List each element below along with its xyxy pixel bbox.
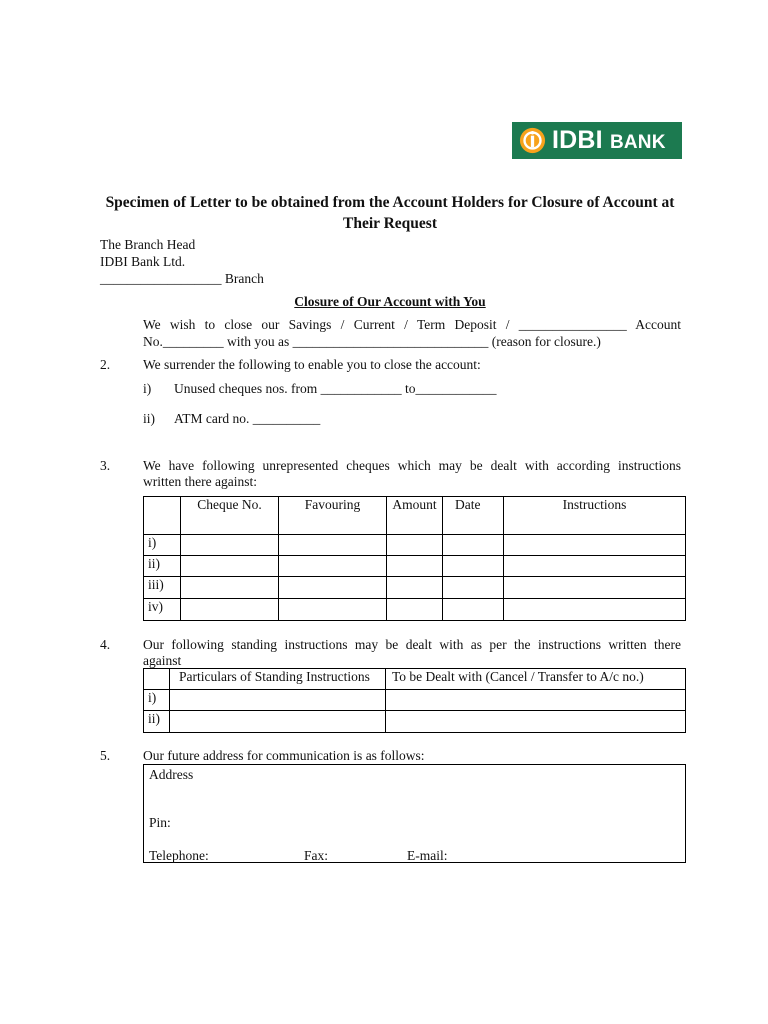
table-row	[144, 711, 686, 733]
item-3-text-line-1: We have following unrepresented cheques which may be dealt with according instructions	[143, 458, 681, 473]
item-4-text-line-2: against	[143, 653, 182, 668]
row-label: i)	[144, 690, 170, 711]
table-cell[interactable]	[181, 599, 279, 621]
table-header-cell: Favouring	[279, 497, 387, 535]
item-2-text: We surrender the following to enable you to close the account:	[143, 357, 481, 372]
document-title: Specimen of Letter to be obtained from the Account Holders for Closure of Account at Their Request	[105, 194, 675, 232]
table-cell[interactable]	[387, 577, 443, 599]
closure-request-line-2: No._________ with you as _____________________________ (reason for closure.)	[143, 334, 601, 349]
table-header-cell: Cheque No.	[181, 497, 279, 535]
table-header-cell: Amount	[387, 497, 443, 535]
table-cell[interactable]	[170, 711, 386, 733]
recipient-branch: __________________ Branch	[100, 271, 264, 286]
table-header-cell: Date	[443, 497, 504, 535]
table-cell[interactable]	[386, 690, 686, 711]
table-cell[interactable]	[443, 599, 504, 621]
unrepresented-cheques-table	[143, 496, 686, 621]
item-2-sub-2-number: ii)	[143, 411, 155, 426]
item-2-sub-2-text: ATM card no. __________	[174, 411, 321, 426]
item-5-text: Our future address for communication is as follows:	[143, 748, 425, 763]
table-cell[interactable]	[387, 535, 443, 556]
item-2-sub-1-number: i)	[143, 381, 152, 396]
table-row	[144, 690, 686, 711]
table-cell[interactable]	[279, 577, 387, 599]
table-cell[interactable]	[443, 535, 504, 556]
table-cell[interactable]	[386, 711, 686, 733]
standing-instructions-table	[143, 668, 686, 733]
item-3-text-line-2: written there against:	[143, 474, 257, 489]
table-row	[144, 577, 686, 599]
email-label: E-mail:	[407, 848, 448, 863]
item-3-number: 3.	[100, 458, 111, 473]
table-cell[interactable]	[504, 599, 686, 621]
table-cell[interactable]	[279, 599, 387, 621]
table-header-cell: To be Dealt with (Cancel / Transfer to A/c no.)	[386, 669, 686, 690]
item-2-sub-1-text: Unused cheques nos. from ____________ to____________	[174, 381, 497, 396]
table-header-cell	[144, 497, 181, 535]
recipient-title: The Branch Head	[100, 237, 196, 252]
closure-request-line-1: We wish to close our Savings / Current / Term Deposit / ________________ Account	[143, 317, 681, 332]
item-2-number: 2.	[100, 357, 111, 372]
table-cell[interactable]	[387, 556, 443, 577]
row-label: iii)	[144, 577, 181, 599]
logo-wordmark: IDBI BANK	[552, 126, 666, 154]
table-header-cell: Particulars of Standing Instructions	[170, 669, 386, 690]
table-cell[interactable]	[443, 577, 504, 599]
table-row	[144, 599, 686, 621]
item-5-number: 5.	[100, 748, 111, 763]
table-row	[144, 535, 686, 556]
idbi-emblem-icon	[518, 126, 547, 155]
table-cell[interactable]	[504, 535, 686, 556]
fax-label: Fax:	[304, 848, 329, 863]
future-address-box[interactable]	[143, 764, 686, 863]
table-cell[interactable]	[504, 577, 686, 599]
table-cell[interactable]	[279, 535, 387, 556]
idbi-bank-logo	[512, 122, 682, 159]
table-cell[interactable]	[443, 556, 504, 577]
row-label: ii)	[144, 556, 181, 577]
item-4-text-line-1: Our following standing instructions may be dealt with as per the instructions written there	[143, 637, 681, 652]
table-cell[interactable]	[504, 556, 686, 577]
telephone-label: Telephone:	[149, 848, 209, 863]
table-cell[interactable]	[181, 556, 279, 577]
recipient-bank: IDBI Bank Ltd.	[100, 254, 186, 269]
row-label: iv)	[144, 599, 181, 621]
table-row	[144, 556, 686, 577]
table-header-cell	[144, 669, 170, 690]
row-label: i)	[144, 535, 181, 556]
item-4-number: 4.	[100, 637, 111, 652]
letter-subject: Closure of Our Account with You	[294, 294, 486, 309]
table-header-cell: Instructions	[504, 497, 686, 535]
table-cell[interactable]	[387, 599, 443, 621]
pin-label: Pin:	[149, 815, 171, 830]
table-cell[interactable]	[181, 577, 279, 599]
table-header-row	[144, 497, 686, 535]
row-label: ii)	[144, 711, 170, 733]
table-cell[interactable]	[279, 556, 387, 577]
table-header-row	[144, 669, 686, 690]
table-cell[interactable]	[181, 535, 279, 556]
table-cell[interactable]	[170, 690, 386, 711]
address-label: Address	[149, 767, 194, 782]
